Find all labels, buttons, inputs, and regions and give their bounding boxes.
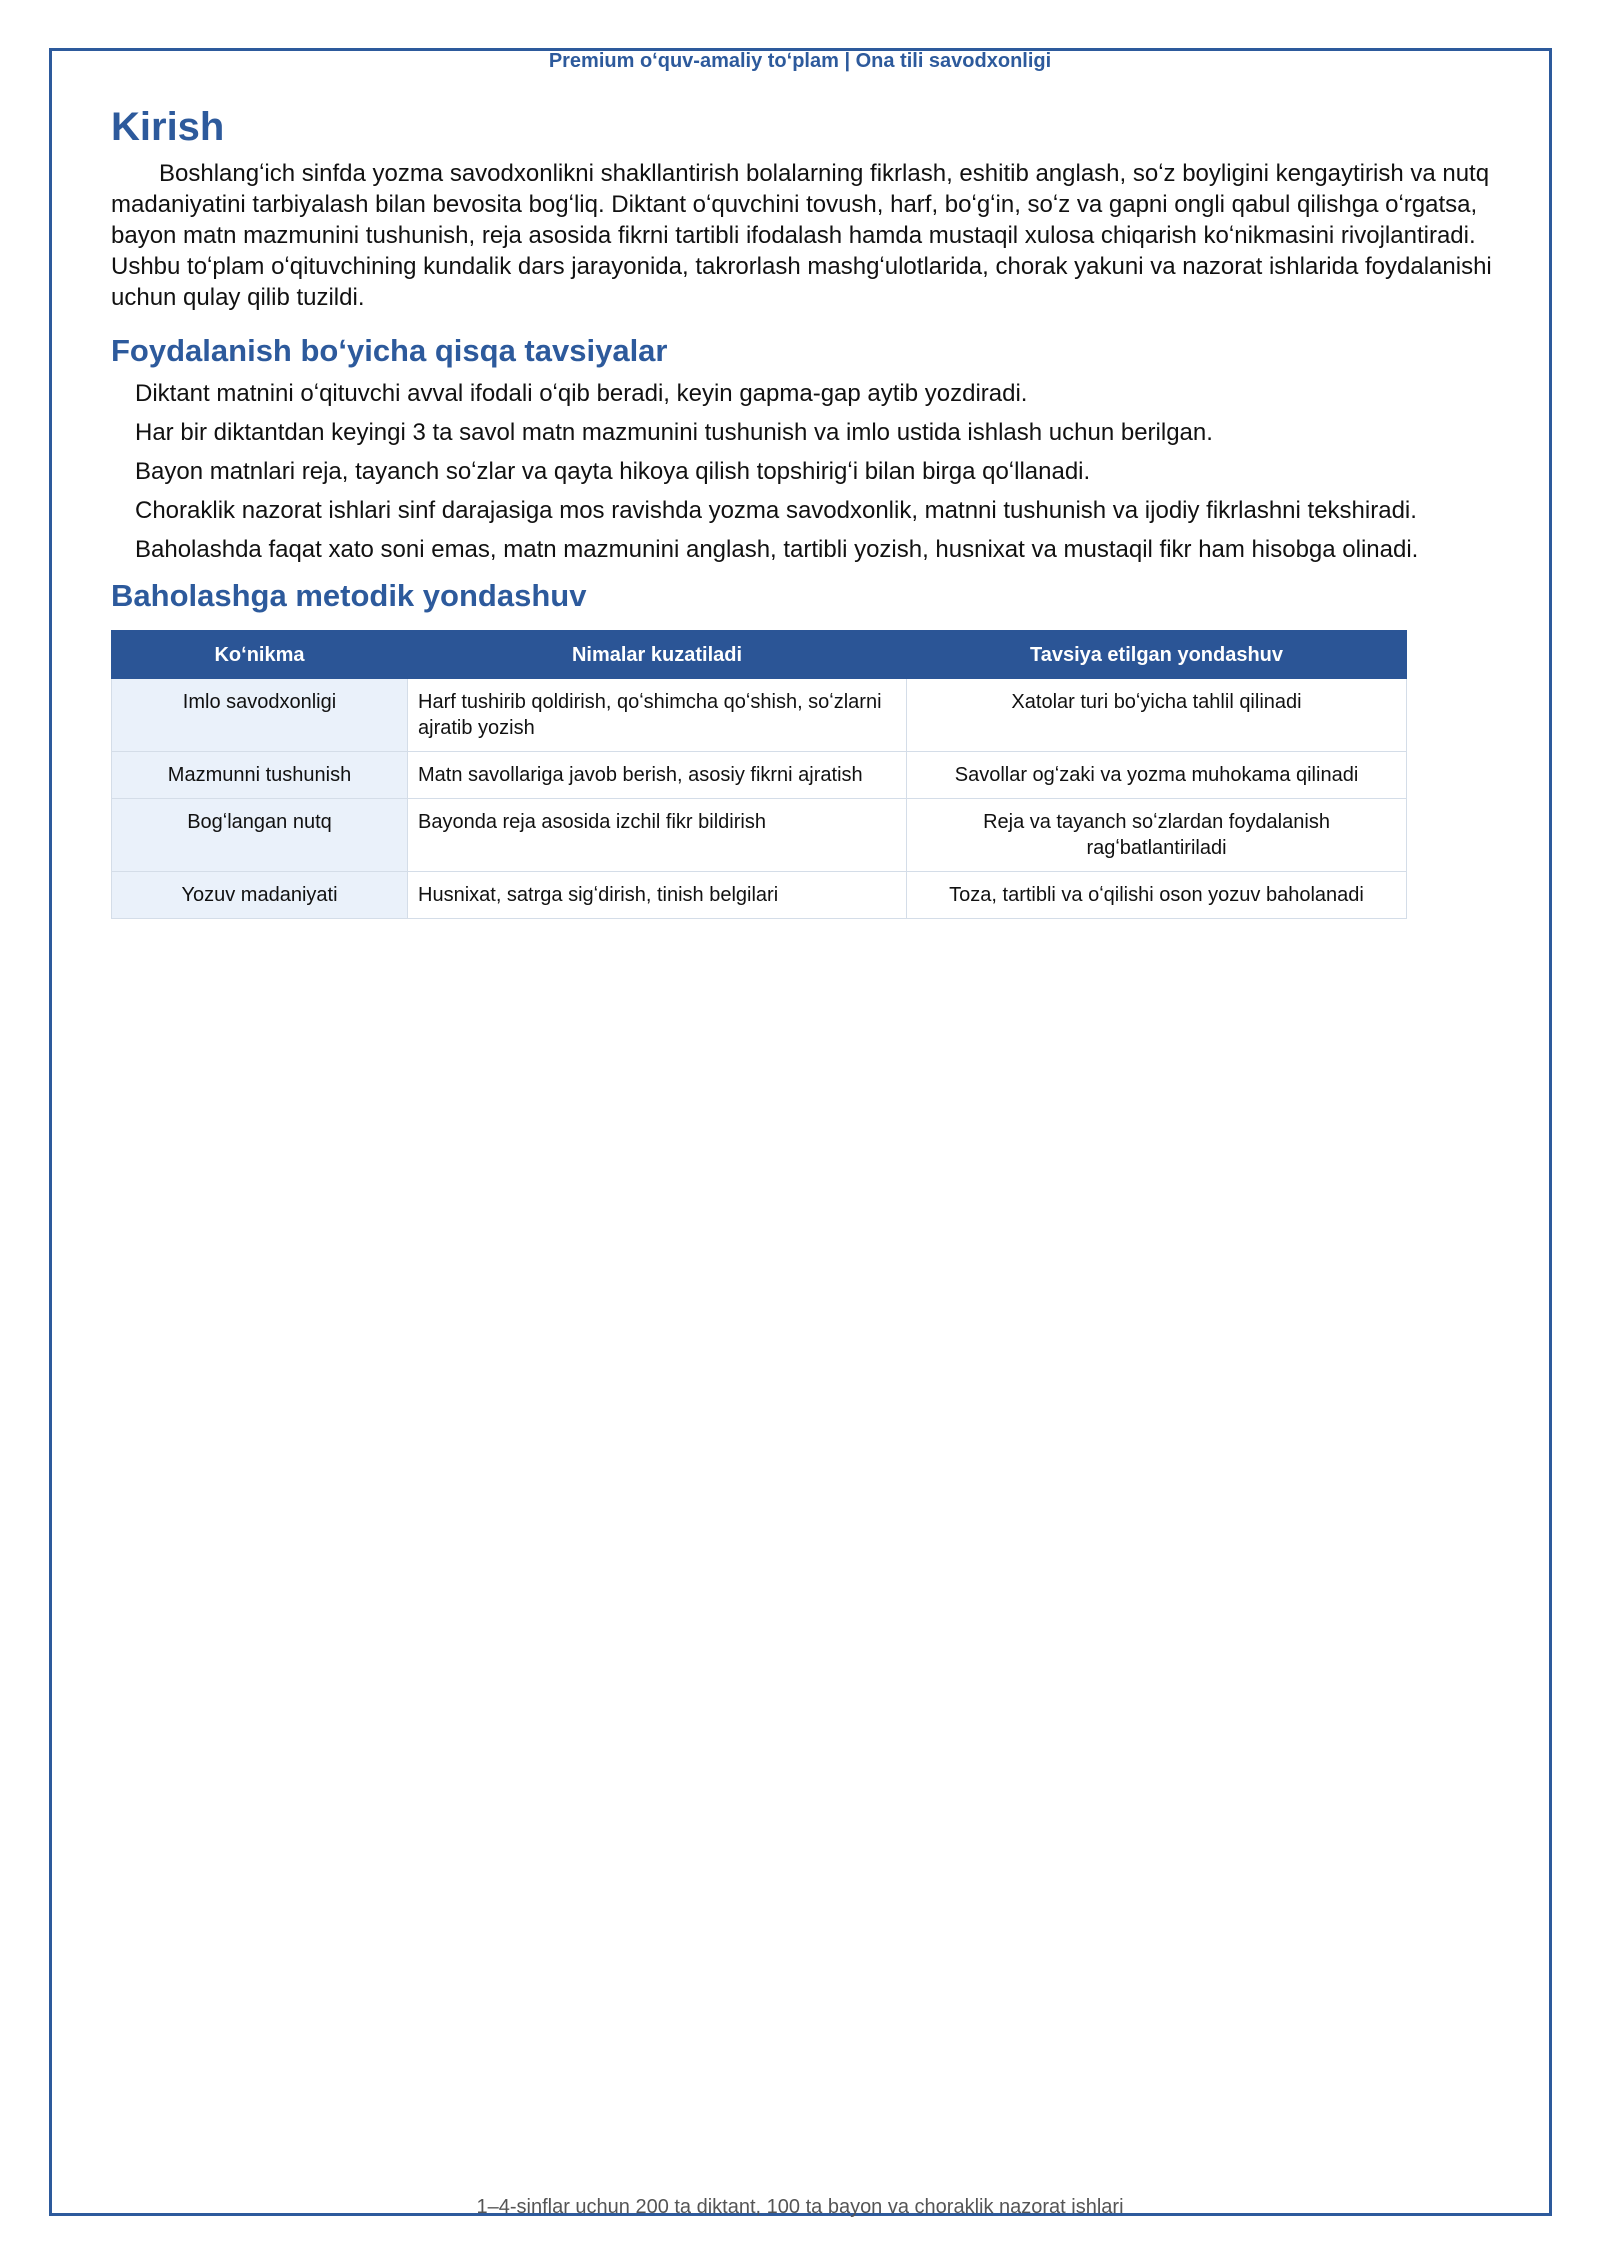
approach-cell: Reja va tayanch soʻzlardan foydalanish ragʻbatlantiriladi [907,799,1407,872]
intro-heading: Kirish [111,105,225,149]
intro-paragraph: Boshlangʻich sinfda yozma savodxonlikni shakllantirish bolalarning fikrlash, eshitib anglash, soʻz boyligini kengaytirish va nutq madaniyatini tarbiyalash bilan bevosita bogʻliq. Diktant oʻquvchini tovush, harf, boʻgʻin, soʻz va gapni ongli qabul qilishga oʻrgatsa, bayon matn mazmunini tushunish, reja asosida fikrni tartibli ifodalash hamda mustaqil xulosa chiqarish koʻnikmasini rivojlantiradi. Ushbu toʻplam oʻqituvchining kundalik dars jarayonida, takrorlash mashgʻulotlarida, chorak yakuni va nazorat ishlarida foydalanishi uchun qulay qilib tuzildi. [111,160,1492,311]
skill-cell: Yozuv madaniyati [112,872,408,919]
tip-item: Diktant matnini oʻqituvchi avval ifodali oʻqib beradi, keyin gapma-gap aytib yozdiradi. [135,380,1028,407]
skill-cell: Mazmunni tushunish [112,752,408,799]
tip-item: Choraklik nazorat ishlari sinf darajasiga mos ravishda yozma savodxonlik, matnni tushunish va ijodiy fikrlashni tekshiradi. [135,497,1417,524]
column-header: Koʻnikma [112,631,408,679]
observed-cell: Harf tushirib qoldirish, qoʻshimcha qoʻshish, soʻzlarni ajratib yozish [408,679,907,752]
approach-cell: Xatolar turi boʻyicha tahlil qilinadi [907,679,1407,752]
approach-cell: Toza, tartibli va oʻqilishi oson yozuv baholanadi [907,872,1407,919]
assessment-table [111,630,1407,919]
observed-cell: Bayonda reja asosida izchil fikr bildirish [408,799,907,872]
observed-cell: Matn savollariga javob berish, asosiy fikrni ajratish [408,752,907,799]
table-row [112,752,1407,799]
tip-item: Baholashda faqat xato soni emas, matn mazmunini anglash, tartibli yozish, husnixat va mustaqil fikr ham hisobga olinadi. [135,536,1419,563]
running-header: Premium oʻquv-amaliy toʻplam | Ona tili savodxonligi [548,50,1052,72]
observed-cell: Husnixat, satrga sigʻdirish, tinish belgilari [408,872,907,919]
page-content [111,100,1491,919]
running-footer: 1–4-sinflar uchun 200 ta diktant, 100 ta bayon va choraklik nazorat ishlari [476,2196,1124,2218]
table-row [112,799,1407,872]
tip-item: Bayon matnlari reja, tayanch soʻzlar va qayta hikoya qilish topshirigʻi bilan birga qoʻllanadi. [135,458,1091,485]
tips-list [111,379,1491,565]
table-row [112,679,1407,752]
tip-item: Har bir diktantdan keyingi 3 ta savol matn mazmunini tushunish va imlo ustida ishlash uchun berilgan. [135,419,1213,446]
table-header-row [112,631,1407,679]
tips-heading: Foydalanish boʻyicha qisqa tavsiyalar [111,333,668,368]
skill-cell: Imlo savodxonligi [112,679,408,752]
table-row [112,872,1407,919]
column-header: Tavsiya etilgan yondashuv [907,631,1407,679]
approach-cell: Savollar ogʻzaki va yozma muhokama qilinadi [907,752,1407,799]
column-header: Nimalar kuzatiladi [408,631,907,679]
assessment-heading: Baholashga metodik yondashuv [111,578,587,613]
skill-cell: Bogʻlangan nutq [112,799,408,872]
